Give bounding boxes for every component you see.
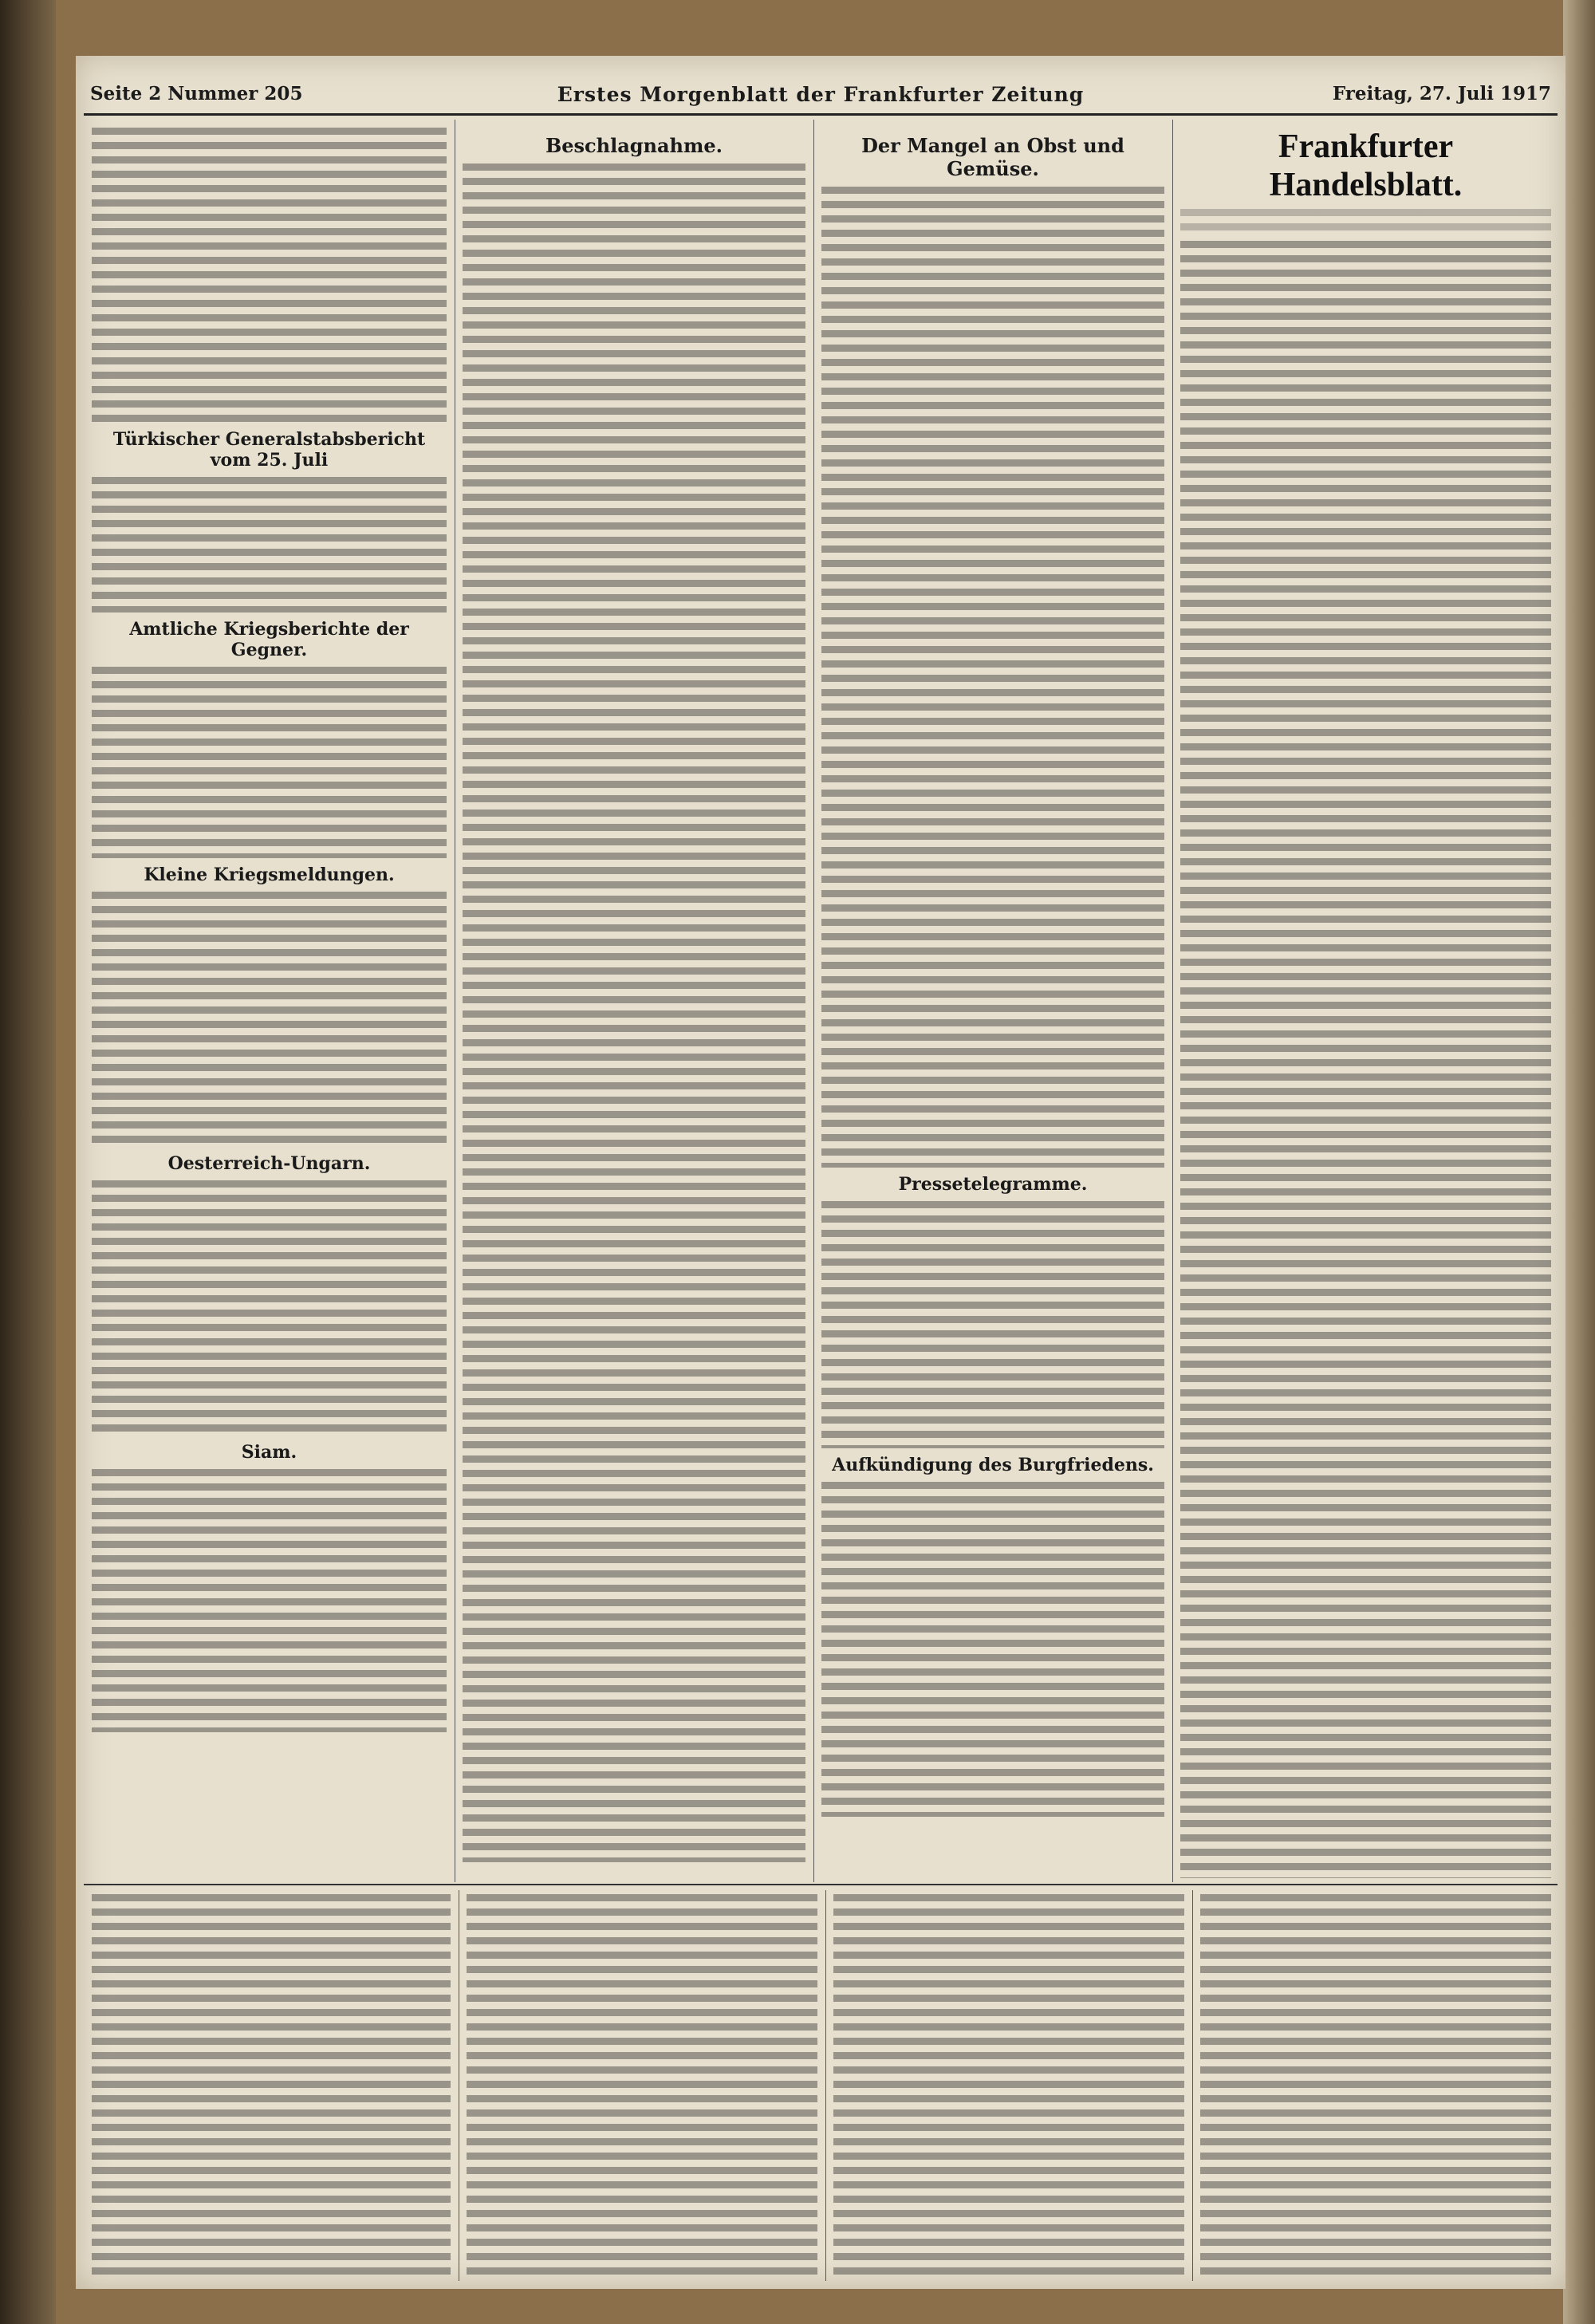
- article-text: [467, 1894, 817, 2275]
- column-rule: [1192, 1890, 1193, 2281]
- lower-column-1: [92, 1894, 451, 2277]
- newspaper-masthead: Erstes Morgenblatt der Frankfurter Zeitung: [557, 83, 1085, 106]
- article-text: [821, 1201, 1164, 1448]
- article-text: [92, 1894, 451, 2275]
- page-number: Seite 2 Nummer 205: [90, 83, 303, 104]
- article-text: [821, 1482, 1164, 1817]
- article-text: [92, 667, 447, 858]
- article-heading: Türkischer Generalstabsbericht vom 25. Juli: [112, 429, 426, 471]
- lower-column-4: [1200, 1894, 1551, 2277]
- column-4: [1180, 128, 1551, 1878]
- lower-column-3: [833, 1894, 1184, 2277]
- article-text: [92, 1180, 447, 1436]
- article-text: [1180, 241, 1551, 1878]
- article-heading: Beschlagnahme.: [545, 134, 723, 157]
- lower-column-2: [467, 1894, 817, 2277]
- article-text: [92, 1469, 447, 1732]
- column-rule: [1172, 120, 1173, 1882]
- article-text: [92, 477, 447, 613]
- column-2: [463, 128, 805, 1878]
- article-text: [833, 1894, 1184, 2275]
- page-header: [84, 78, 1558, 116]
- article-text: [1200, 1894, 1551, 2275]
- issue-date: Freitag, 27. Juli 1917: [1332, 83, 1551, 104]
- article-heading: Kleine Kriegsmeldungen.: [144, 865, 395, 885]
- column-rule: [825, 1890, 826, 2281]
- subtitle-text: [1180, 209, 1551, 233]
- column-3: [821, 128, 1164, 1878]
- column-rule: [813, 120, 814, 1882]
- section-divider: [84, 1884, 1558, 1885]
- page-binding: [0, 0, 56, 2324]
- page-edge: [1563, 0, 1595, 2324]
- article-heading: Siam.: [241, 1442, 297, 1463]
- article-heading: Pressetelegramme.: [898, 1174, 1088, 1195]
- article-heading: Der Mangel an Obst und Gemüse.: [861, 134, 1124, 180]
- article-text: [821, 187, 1164, 1168]
- article-heading: Amtliche Kriegsberichte der Gegner.: [129, 619, 409, 660]
- article-text: [92, 128, 447, 423]
- article-heading: Oesterreich-Ungarn.: [167, 1153, 371, 1174]
- section-title: Frankfurter Handelsblatt.: [1269, 128, 1463, 203]
- column-1: [92, 128, 447, 1878]
- newspaper-page: [76, 56, 1565, 2289]
- article-heading: Aufkündigung des Burgfriedens.: [832, 1455, 1154, 1475]
- article-text: [92, 892, 447, 1147]
- article-text: [463, 163, 805, 1862]
